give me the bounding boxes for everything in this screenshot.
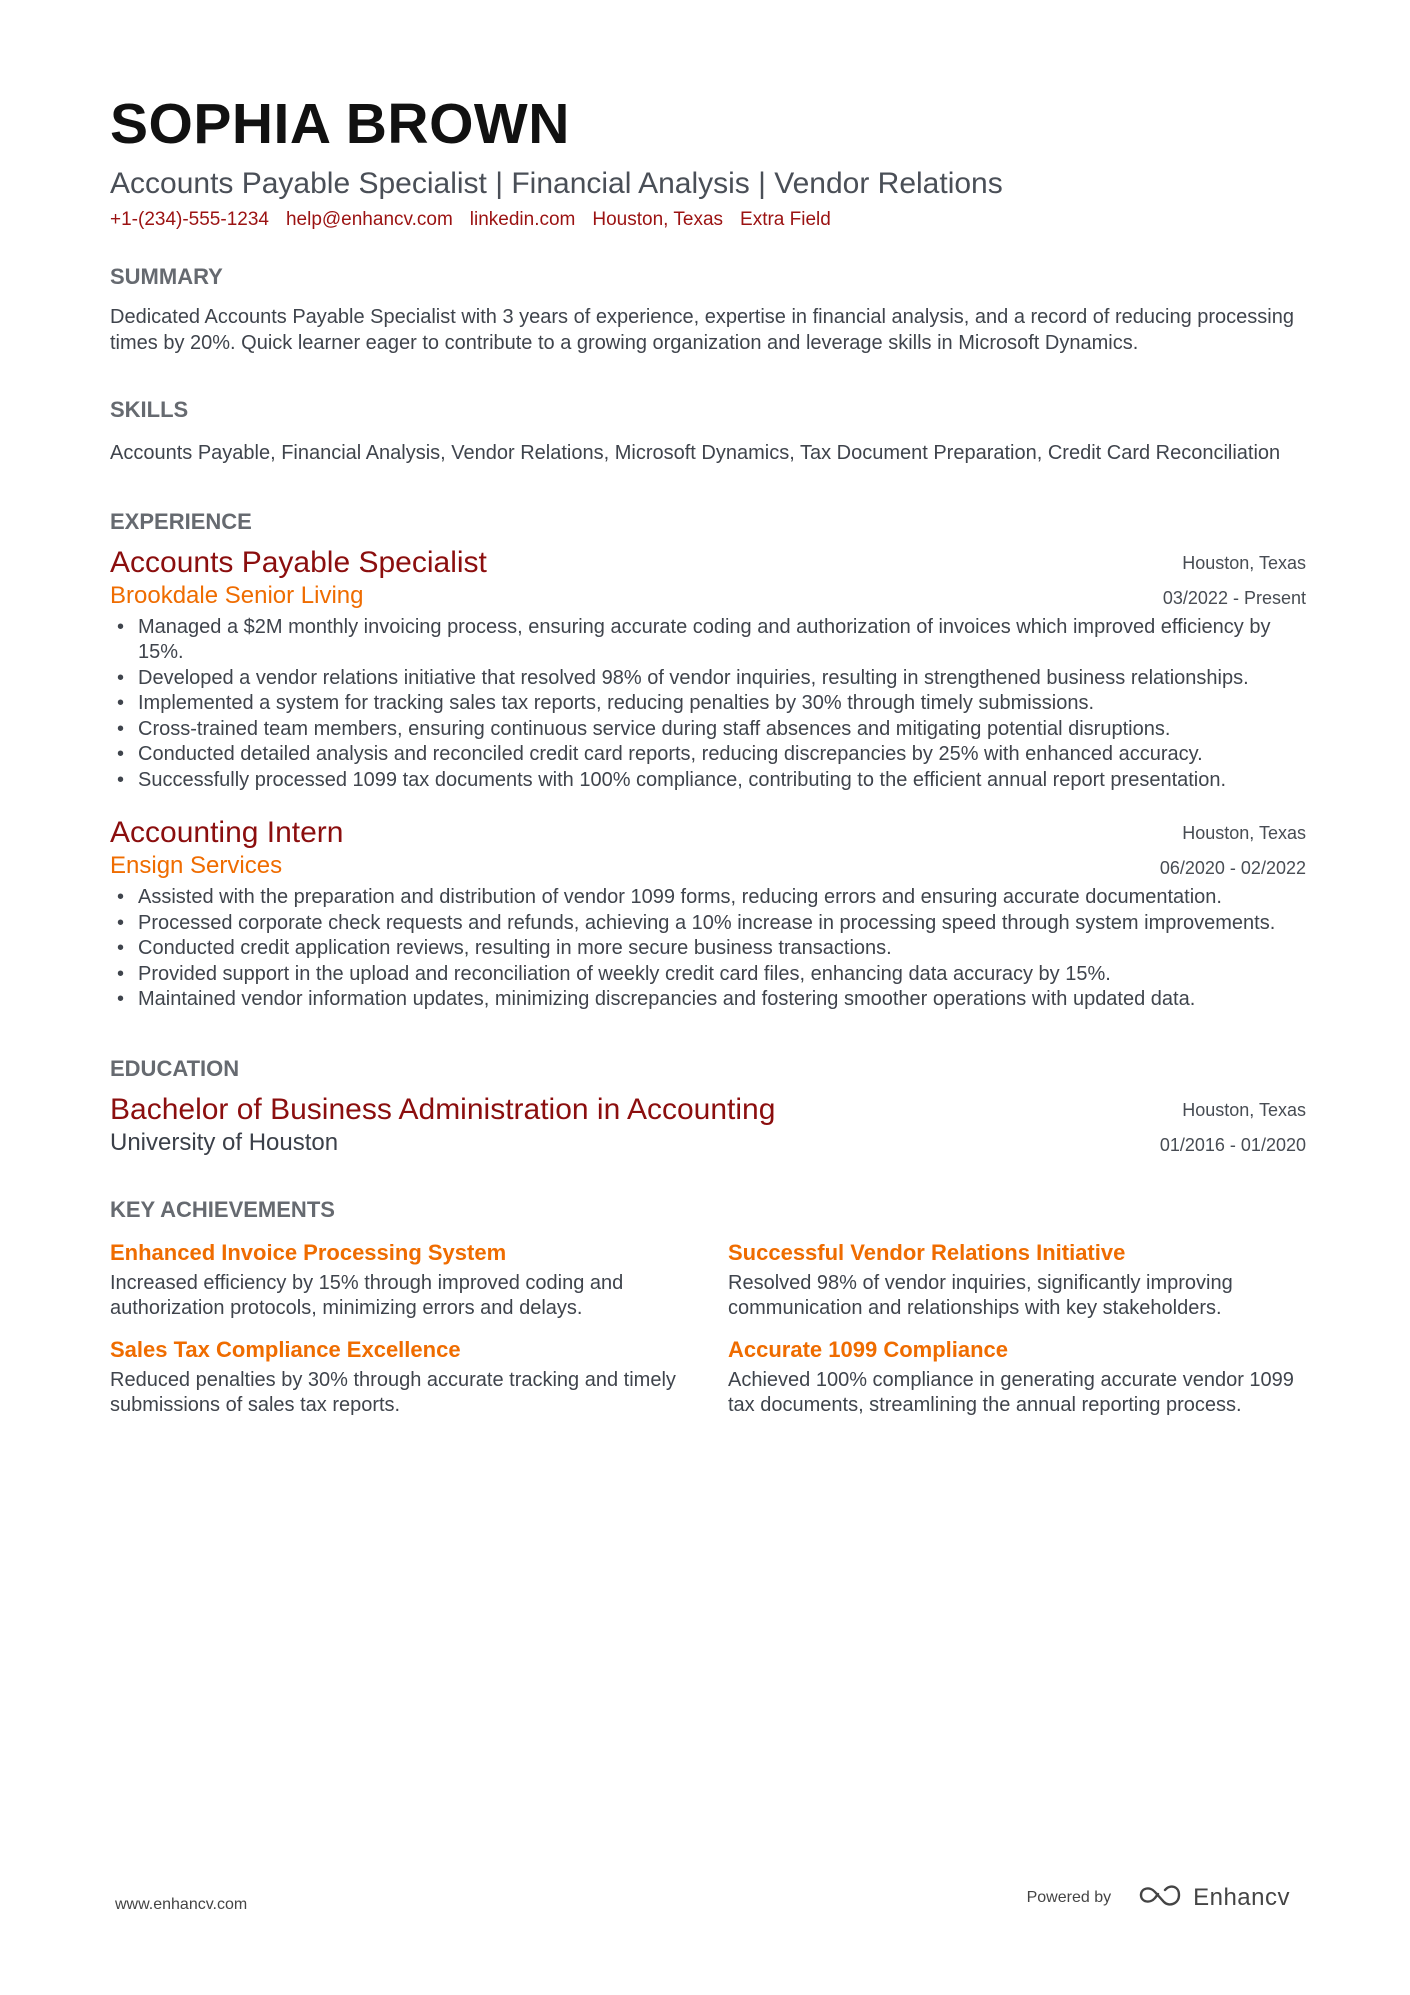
section-title-summary: SUMMARY	[110, 263, 223, 289]
list-item: • Maintained vendor information updates, minimizing discrepancies and fostering smoother operations with updated data.	[138, 987, 1306, 1013]
education-dates: 01/2016 - 01/2020	[1159, 1134, 1306, 1155]
list-item: • Developed a vendor relations initiative that resolved 98% of vendor inquiries, resulting in strengthened business relationships.	[138, 666, 1306, 692]
footer-powered-by[interactable]	[1027, 1882, 1290, 1913]
list-item: • Conducted detailed analysis and reconciled credit card reports, reducing discrepancies by 25% with enhanced accuracy.	[138, 742, 1306, 768]
section-title-experience: EXPERIENCE	[110, 508, 252, 534]
job-dates: 06/2020 - 02/2022	[1159, 858, 1306, 879]
job-title: Accounting Intern	[110, 816, 344, 850]
contact-phone[interactable]: +1-(234)-555-1234	[110, 209, 269, 230]
list-item: • Implemented a system for tracking sales tax reports, reducing penalties by 30% through timely submissions.	[138, 691, 1306, 717]
list-item: • Successfully processed 1099 tax documents with 100% compliance, contributing to the efficient annual report presentation.	[138, 768, 1306, 794]
job-company: Ensign Services	[110, 852, 283, 880]
section-title-skills: SKILLS	[110, 396, 189, 422]
achievements-section	[110, 1196, 1306, 1419]
achievement-item	[110, 1336, 728, 1419]
list-item: • Processed corporate check requests and refunds, achieving a 10% increase in processing speed through system improvements.	[138, 911, 1306, 937]
job-company: Brookdale Senior Living	[110, 581, 364, 609]
contact-linkedin[interactable]: linkedin.com	[469, 209, 576, 230]
summary-text: Dedicated Accounts Payable Specialist with 3 years of experience, expertise in financial analysis, and a record of reducing processing times by 20%. Quick learner eager to contribute to a growing organization and leverage skills in Microsoft Dynamics.	[110, 305, 1294, 354]
brand-name: Enhancv	[1193, 1883, 1290, 1911]
achievement-desc: Achieved 100% compliance in generating accurate vendor 1099 tax documents, streamlining the annual reporting process.	[728, 1368, 1294, 1417]
list-item: • Cross-trained team members, ensuring continuous service during staff absences and mitigating potential disruptions.	[138, 717, 1306, 743]
list-item: • Provided support in the upload and reconciliation of weekly credit card files, enhancing data accuracy by 15%.	[138, 962, 1306, 988]
degree-title: Bachelor of Business Administration in Accounting	[110, 1092, 776, 1126]
list-item: • Managed a $2M monthly invoicing process, ensuring accurate coding and authorization of invoices which improved efficiency by 15%.	[138, 615, 1306, 666]
contact-bar	[110, 209, 1306, 232]
job-bullets	[110, 615, 1306, 794]
education-location: Houston, Texas	[1182, 1099, 1306, 1120]
list-item: • Conducted credit application reviews, resulting in more secure business transactions.	[138, 936, 1306, 962]
section-title-education: EDUCATION	[110, 1055, 240, 1081]
achievement-title: Accurate 1099 Compliance	[728, 1336, 1009, 1362]
achievement-desc: Increased efficiency by 15% through improved coding and authorization protocols, minimizing errors and delays.	[110, 1271, 624, 1320]
job-meta	[1163, 545, 1306, 616]
footer-website[interactable]: www.enhancv.com	[115, 1896, 248, 1913]
contact-email[interactable]: help@enhancv.com	[285, 209, 453, 230]
skills-text: Accounts Payable, Financial Analysis, Vendor Relations, Microsoft Dynamics, Tax Document Preparation, Credit Card Reconciliation	[110, 441, 1281, 464]
job-dates: 03/2022 - Present	[1162, 587, 1306, 608]
education-entry	[110, 1092, 1306, 1158]
section-title-achievements: KEY ACHIEVEMENTS	[110, 1196, 335, 1222]
contact-extra: Extra Field	[740, 209, 831, 230]
achievement-item	[110, 1239, 728, 1322]
summary-section	[110, 263, 1306, 356]
achievement-desc: Reduced penalties by 30% through accurate tracking and timely submissions of sales tax reports.	[110, 1368, 676, 1417]
education-section	[110, 1055, 1306, 1158]
powered-by-label: Powered by	[1026, 1888, 1112, 1906]
resume-page	[110, 92, 1306, 1419]
enhancv-logo-icon	[1137, 1882, 1183, 1913]
job-bullets	[110, 885, 1306, 1013]
education-meta	[1160, 1092, 1306, 1163]
contact-location: Houston, Texas	[592, 209, 724, 230]
achievements-grid	[110, 1239, 1306, 1419]
experience-section	[110, 508, 1306, 1013]
achievement-title: Successful Vendor Relations Initiative	[728, 1239, 1126, 1265]
list-item: • Assisted with the preparation and distribution of vendor 1099 forms, reducing errors and ensuring accurate documentation.	[138, 885, 1306, 911]
achievement-title: Sales Tax Compliance Excellence	[110, 1336, 461, 1362]
job-location: Houston, Texas	[1182, 552, 1306, 573]
job-entry	[110, 815, 1306, 1013]
job-meta	[1160, 815, 1306, 886]
achievement-item	[728, 1336, 1306, 1419]
headline: Accounts Payable Specialist | Financial Analysis | Vendor Relations	[110, 167, 1003, 200]
achievement-title: Enhanced Invoice Processing System	[110, 1239, 507, 1265]
achievement-desc: Resolved 98% of vendor inquiries, significantly improving communication and relationships with key stakeholders.	[728, 1271, 1233, 1320]
job-title: Accounts Payable Specialist	[110, 545, 487, 579]
job-entry	[110, 545, 1306, 794]
candidate-name: SOPHIA BROWN	[110, 92, 570, 156]
school-name: University of Houston	[110, 1128, 339, 1156]
job-location: Houston, Texas	[1182, 823, 1306, 844]
achievement-item	[728, 1239, 1306, 1322]
skills-section	[110, 396, 1306, 466]
